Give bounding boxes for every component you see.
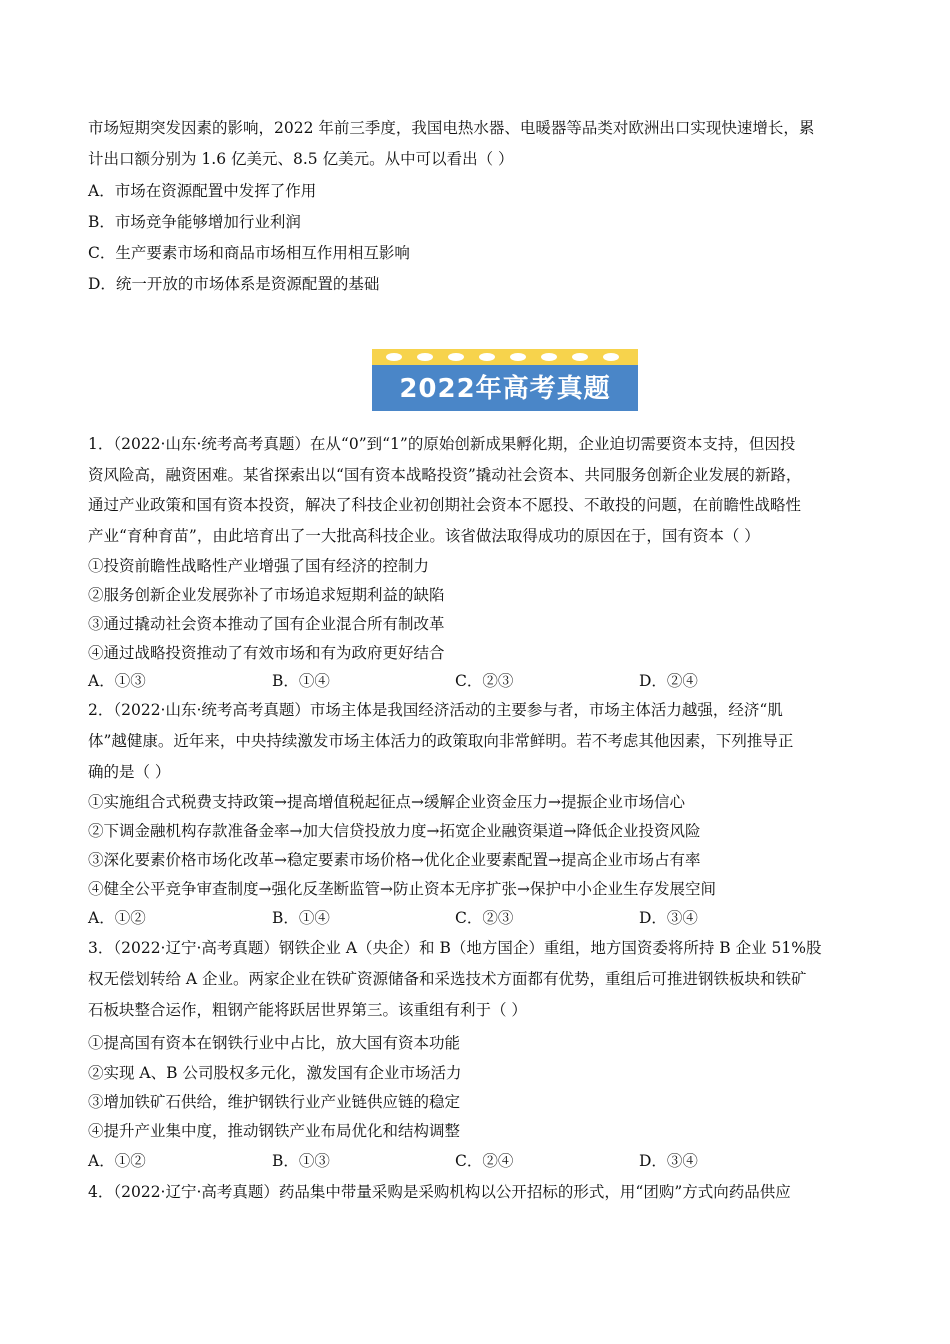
banner-strip <box>372 349 638 365</box>
q3-options <box>88 1151 868 1171</box>
banner-dot <box>386 353 402 361</box>
banner-dot <box>603 353 619 361</box>
q1-line-4: 产业“育种育苗”，由此培育出了一大批高科技企业。该省做法取得成功的原因在于，国有资本（ ） <box>88 527 760 545</box>
intro-option-b: B．市场竞争能够增加行业利润 <box>88 213 301 231</box>
q1-options <box>88 671 868 691</box>
banner-dot <box>510 353 526 361</box>
q2-option-a: A．①② <box>88 909 146 927</box>
q1-item-2: ②服务创新企业发展弥补了市场追求短期利益的缺陷 <box>88 586 445 604</box>
q1-item-4: ④通过战略投资推动了有效市场和有为政府更好结合 <box>88 644 445 662</box>
q1-option-c: C．②③ <box>455 672 514 690</box>
q3-option-a: A．①② <box>88 1152 146 1170</box>
q3-item-1: ①提高国有资本在钢铁行业中占比，放大国有资本功能 <box>88 1034 461 1052</box>
q3-option-c: C．②④ <box>455 1152 514 1170</box>
q1-item-1: ①投资前瞻性战略性产业增强了国有经济的控制力 <box>88 557 430 575</box>
q1-option-d: D．②④ <box>639 672 698 690</box>
q3-line-2: 权无偿划转给 A 企业。两家企业在铁矿资源储备和采选技术方面都有优势，重组后可推进钢铁板块和铁矿 <box>88 970 807 988</box>
q2-item-2: ②下调金融机构存款准备金率→加大信贷投放力度→拓宽企业融资渠道→降低企业投资风险 <box>88 822 701 840</box>
banner-title: 2022年高考真题 <box>399 374 611 404</box>
intro-line-1: 市场短期突发因素的影响，2022 年前三季度，我国电热水器、电暖器等品类对欧洲出口实现快速增长，累 <box>88 119 815 137</box>
q2-item-3: ③深化要素价格市场化改革→稳定要素市场价格→优化企业要素配置→提高企业市场占有率 <box>88 851 701 869</box>
q2-option-b: B．①④ <box>272 909 330 927</box>
banner-dot <box>541 353 557 361</box>
q1-line-1: 1．（2022·山东·统考高考真题）在从“0”到“1”的原始创新成果孵化期，企业迫切需要资本支持，但因投 <box>88 435 796 453</box>
q2-line-2: 体”越健康。近年来，中央持续激发市场主体活力的政策取向非常鲜明。若不考虑其他因素，下列推导正 <box>88 732 794 750</box>
q2-item-4: ④健全公平竞争审查制度→强化反垄断监管→防止资本无序扩张→保护中小企业生存发展空间 <box>88 880 716 898</box>
q3-item-3: ③增加铁矿石供给，维护钢铁行业产业链供应链的稳定 <box>88 1093 461 1111</box>
q2-line-3: 确的是（ ） <box>88 763 171 781</box>
banner-dot <box>479 353 495 361</box>
banner-dot <box>448 353 464 361</box>
q1-item-3: ③通过撬动社会资本推动了国有企业混合所有制改革 <box>88 615 445 633</box>
intro-option-a: A．市场在资源配置中发挥了作用 <box>88 182 317 200</box>
q2-options <box>88 908 868 928</box>
q3-line-1: 3．（2022·辽宁·高考真题）钢铁企业 A（央企）和 B（地方国企）重组，地方国资委将所持 B 企业 51%股 <box>88 939 822 957</box>
q2-item-1: ①实施组合式税费支持政策→提高增值税起征点→缓解企业资金压力→提振企业市场信心 <box>88 793 685 811</box>
q3-line-3: 石板块整合运作，粗钢产能将跃居世界第三。该重组有利于（ ） <box>88 1001 527 1019</box>
q1-line-2: 资风险高，融资困难。某省探索出以“国有资本战略投资”撬动社会资本、共同服务创新企业发展的新路， <box>88 466 802 484</box>
intro-option-c: C．生产要素市场和商品市场相互作用相互影响 <box>88 244 410 262</box>
banner-dot <box>572 353 588 361</box>
q1-line-3: 通过产业政策和国有资本投资，解决了科技企业初创期社会资本不愿投、不敢投的问题，在前瞻性战略性 <box>88 496 802 514</box>
section-banner <box>372 349 638 411</box>
banner-dot <box>417 353 433 361</box>
intro-option-d: D．统一开放的市场体系是资源配置的基础 <box>88 275 380 293</box>
q3-option-b: B．①③ <box>272 1152 330 1170</box>
intro-line-2: 计出口额分别为 1.6 亿美元、8.5 亿美元。从中可以看出（ ） <box>88 150 514 168</box>
q3-item-4: ④提升产业集中度，推动钢铁产业布局优化和结构调整 <box>88 1122 461 1140</box>
q1-option-b: B．①④ <box>272 672 330 690</box>
q2-option-c: C．②③ <box>455 909 514 927</box>
q1-option-a: A．①③ <box>88 672 146 690</box>
q3-item-2: ②实现 A、B 公司股权多元化，激发国有企业市场活力 <box>88 1064 462 1082</box>
q2-line-1: 2．（2022·山东·统考高考真题）市场主体是我国经济活动的主要参与者，市场主体活力越强，经济“肌 <box>88 701 783 719</box>
q2-option-d: D．③④ <box>639 909 698 927</box>
q3-option-d: D．③④ <box>639 1152 698 1170</box>
q4-line-1: 4．（2022·辽宁·高考真题）药品集中带量采购是采购机构以公开招标的形式，用“团购”方式向药品供应 <box>88 1183 791 1201</box>
